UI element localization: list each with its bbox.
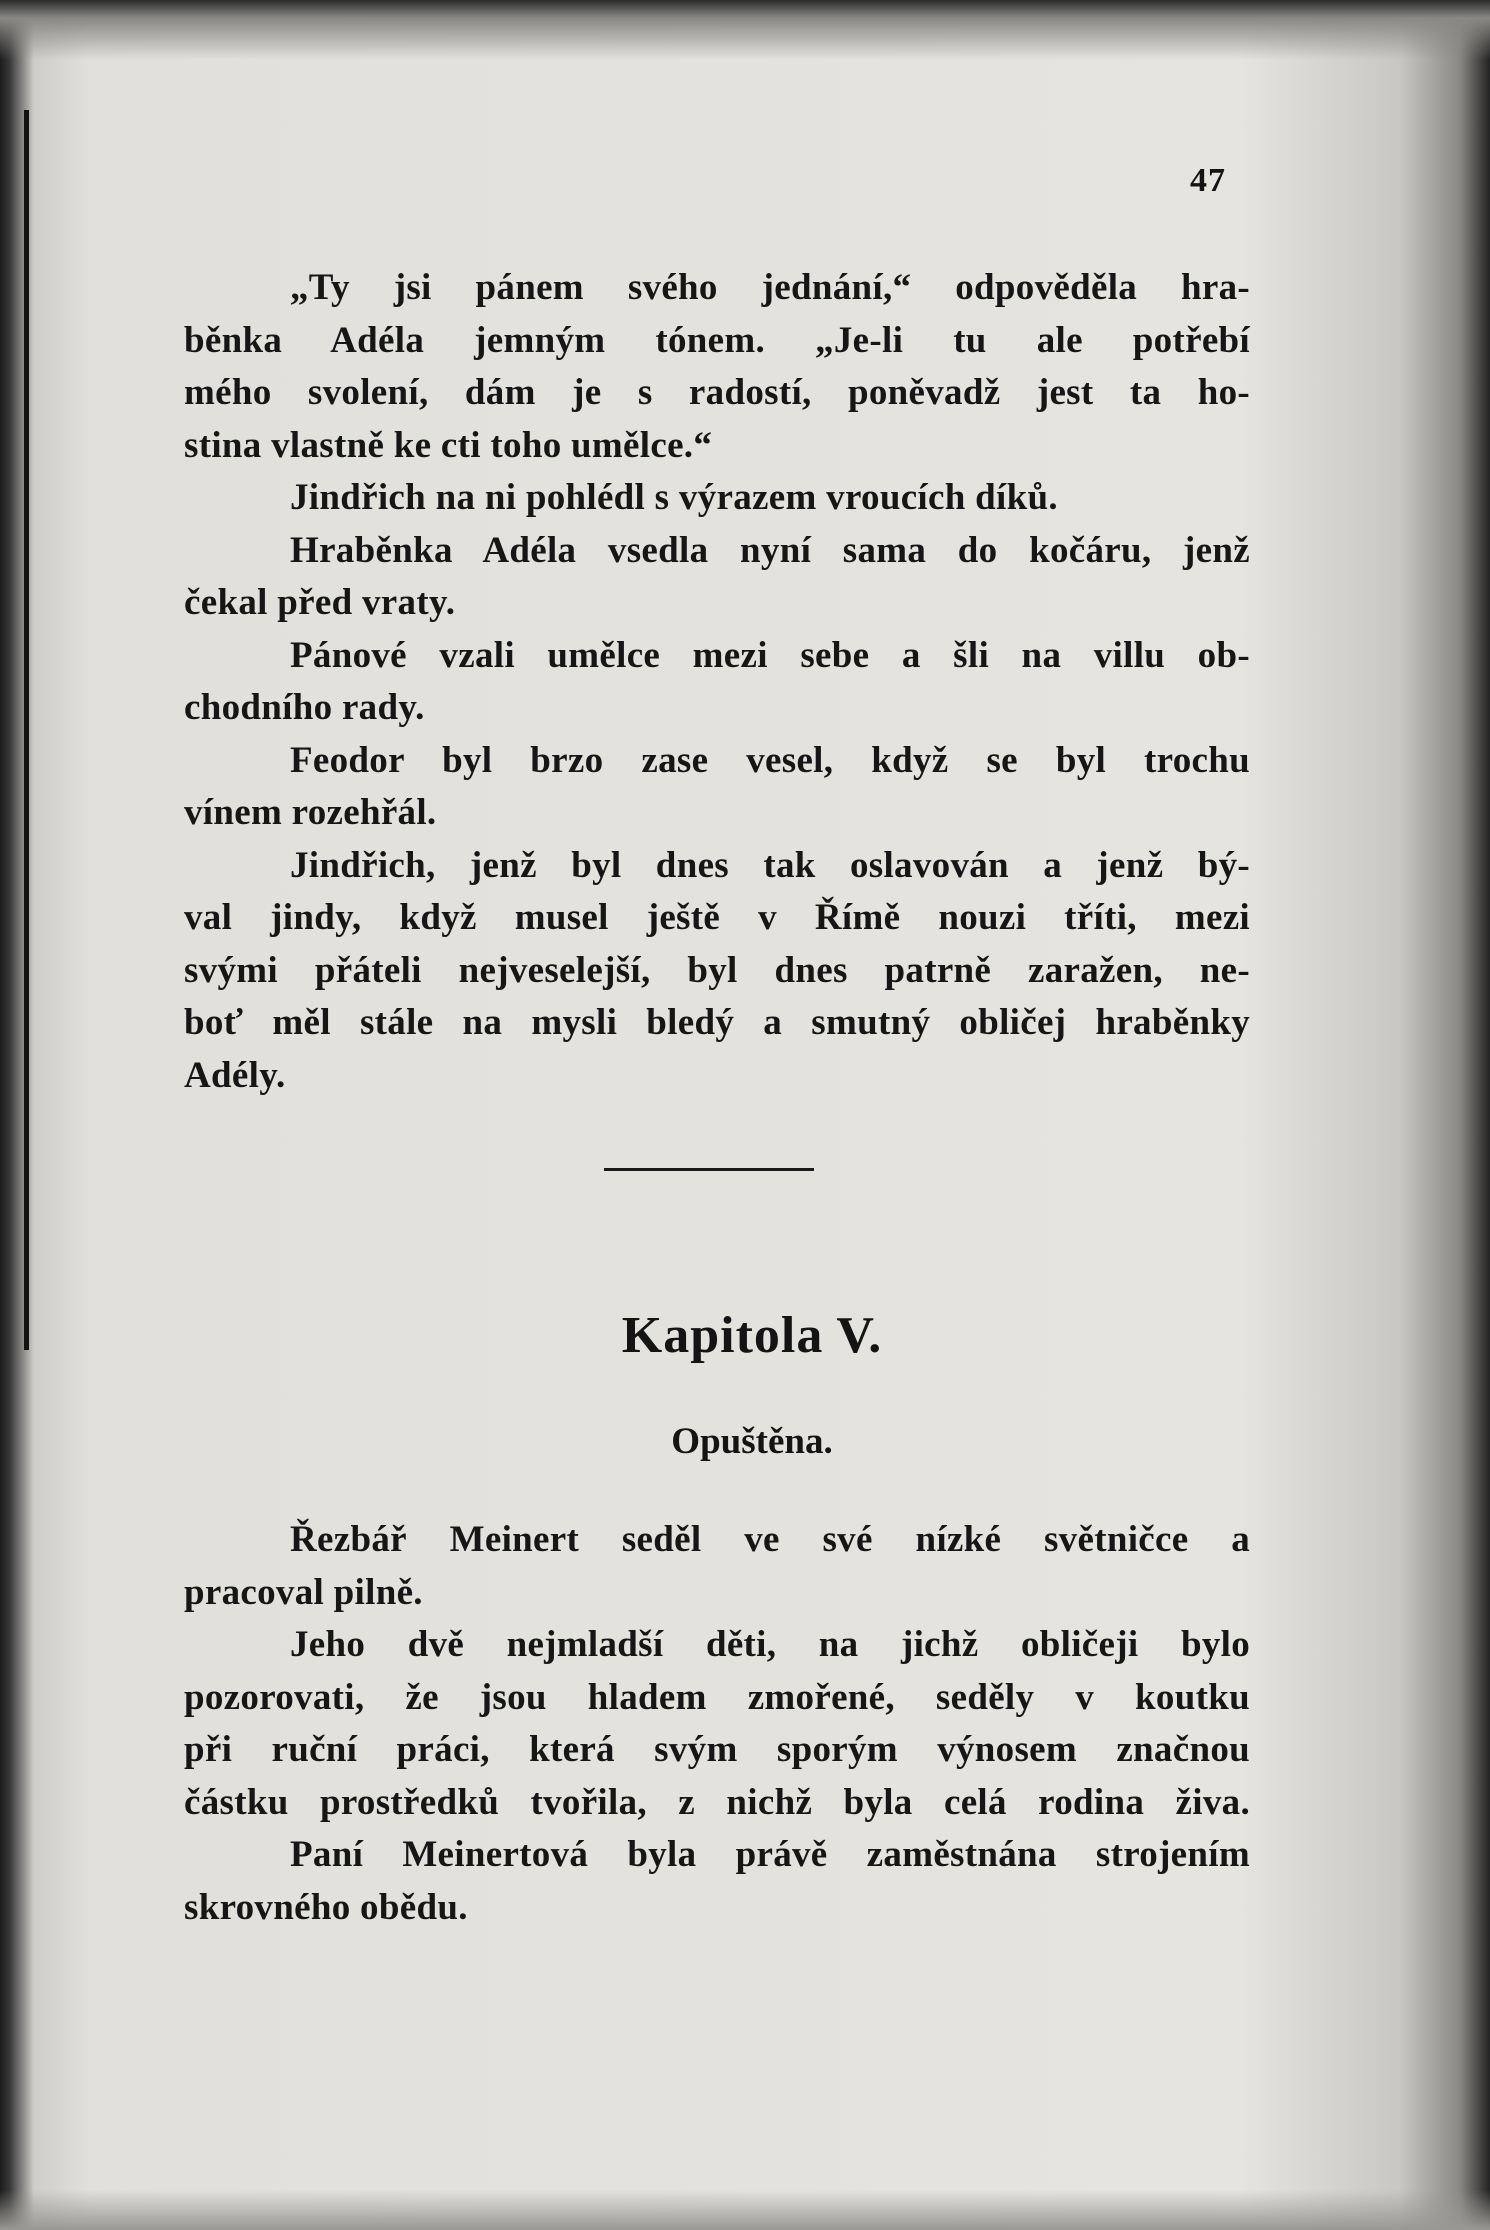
text-line: při ruční práci, která svým sporým výnosem značnou bbox=[184, 1729, 1250, 1770]
chapter-subtitle: Opuštěna. bbox=[671, 1421, 833, 1462]
section-divider bbox=[604, 1168, 814, 1171]
text-line: částku prostředků tvořila, z nichž byla celá rodina živa. bbox=[184, 1781, 1250, 1823]
text-line: chodního rady. bbox=[184, 687, 425, 728]
text-line: Feodor byl brzo zase vesel, když se byl trochu bbox=[290, 739, 1250, 781]
binding-edge-mark bbox=[24, 110, 29, 1350]
chapter-title: Kapitola V. bbox=[621, 1307, 883, 1364]
text-line: vínem rozehřál. bbox=[184, 792, 437, 833]
text-line: skrovného obědu. bbox=[184, 1886, 468, 1928]
text-line: čekal před vraty. bbox=[184, 582, 456, 623]
text-line: běnka Adéla jemným tónem. „Je-li tu ale potřebí bbox=[184, 319, 1250, 361]
text-line: Řezbář Meinert seděl ve své nízké světničce a bbox=[290, 1519, 1250, 1560]
text-section-2 bbox=[184, 1514, 1250, 1934]
page-top-shadow bbox=[0, 0, 1490, 60]
text-line: Paní Meinertová byla právě zaměstnána strojením bbox=[290, 1834, 1250, 1875]
text-line: stina vlastně ke cti toho umělce.“ bbox=[184, 424, 713, 466]
text-line: Hraběnka Adéla vsedla nyní sama do kočáru, jenž bbox=[290, 529, 1250, 571]
page-bottom-shadow bbox=[0, 2190, 1490, 2230]
text-line: boť měl stále na mysli bledý a smutný obličej hraběnky bbox=[184, 1002, 1250, 1043]
text-line: Pánové vzali umělce mezi sebe a šli na villu ob- bbox=[290, 634, 1250, 676]
text-line: „Ty jsi pánem svého jednání,“ odpověděla hra- bbox=[290, 267, 1250, 308]
text-line: Jeho dvě nejmladší děti, na jichž obličeji bylo bbox=[290, 1624, 1250, 1665]
text-line: pozorovati, že jsou hladem zmořené, seděly v koutku bbox=[184, 1676, 1250, 1718]
page-number: 47 bbox=[1190, 162, 1226, 199]
text-line: Jindřich, jenž byl dnes tak oslavován a jenž bý- bbox=[290, 844, 1250, 886]
text-line: mého svolení, dám je s radostí, poněvadž jest ta ho- bbox=[184, 372, 1250, 413]
text-line: Adély. bbox=[184, 1054, 286, 1096]
text-line: pracoval pilně. bbox=[184, 1571, 423, 1613]
text-line: Jindřich na ni pohlédl s výrazem vroucích díků. bbox=[290, 477, 1058, 518]
text-section-1 bbox=[184, 262, 1250, 1102]
text-line: svými přáteli nejveselejší, byl dnes patrně zaražen, ne- bbox=[184, 949, 1250, 991]
text-line: val jindy, když musel ještě v Římě nouzi tříti, mezi bbox=[184, 897, 1250, 938]
